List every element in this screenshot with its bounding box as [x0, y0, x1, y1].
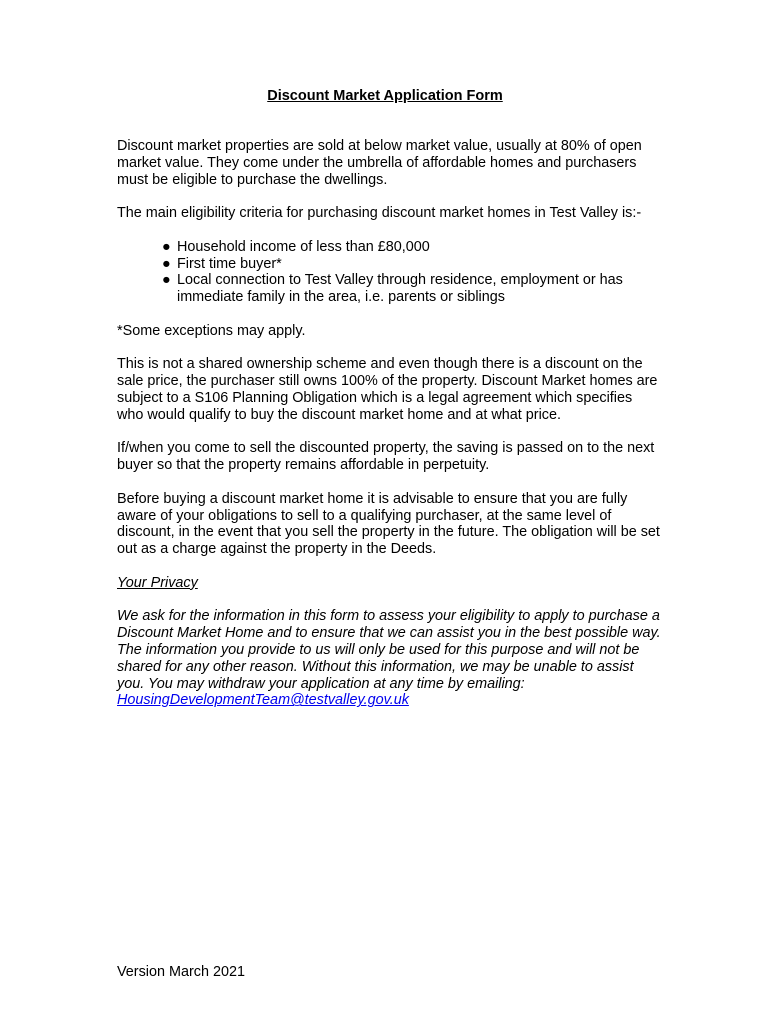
advice-paragraph: Before buying a discount market home it is advisable to ensure that you are fully aware of your obligations to sell to a qualifying purchaser, at the same level of discount, in the event that you sell the property in the future. The obligation will be set out as a charge against the property in the Deeds. [117, 490, 660, 558]
document-body [117, 138, 662, 726]
list-item [162, 256, 662, 273]
resale-paragraph: If/when you come to sell the discounted property, the saving is passed on to the next buyer so that the property remains affordable in perpetuity. [117, 440, 655, 474]
criteria-item-text: Local connection to Test Valley through residence, employment or has immediate family in the area, i.e. parents or siblings [177, 272, 623, 306]
criteria-intro-paragraph: The main eligibility criteria for purchasing discount market homes in Test Valley is:- [117, 205, 642, 222]
list-item [162, 239, 662, 256]
bullet-icon: ● [162, 238, 171, 255]
privacy-text: We ask for the information in this form to assess your eligibility to apply to purchase a Discount Market Home and to ensure that we can assist you in the best possible way. The information you provide to us will only be used for this purpose and will not be shared for any other reason. Without this information, we may be unable to assist you. You may withdraw your application at any time by emailing: [117, 608, 661, 692]
page-title: Discount Market Application Form [267, 88, 503, 104]
criteria-item-text: Household income of less than £80,000 [177, 238, 430, 255]
bullet-icon: ● [162, 272, 171, 289]
criteria-item-text: First time buyer* [177, 255, 282, 272]
bullet-icon: ● [162, 255, 171, 272]
version-footer: Version March 2021 [117, 964, 245, 980]
privacy-email-link[interactable]: HousingDevelopmentTeam@testvalley.gov.uk [117, 692, 409, 709]
privacy-paragraph [117, 608, 662, 709]
list-item [162, 272, 662, 306]
exceptions-note: *Some exceptions may apply. [117, 322, 306, 339]
criteria-list [117, 239, 662, 306]
shared-ownership-paragraph: This is not a shared ownership scheme and even though there is a discount on the sale price, the purchaser still owns 100% of the property. Discount Market homes are subject to a S106 Planning Obligation which is a legal agreement which specifies who would qualify to buy the discount market home and at what price. [117, 356, 658, 423]
intro-paragraph: Discount market properties are sold at below market value, usually at 80% of open market value. They come under the umbrella of affordable homes and purchasers must be eligible to purchase the dwellings. [117, 138, 642, 188]
privacy-heading: Your Privacy [117, 574, 198, 591]
